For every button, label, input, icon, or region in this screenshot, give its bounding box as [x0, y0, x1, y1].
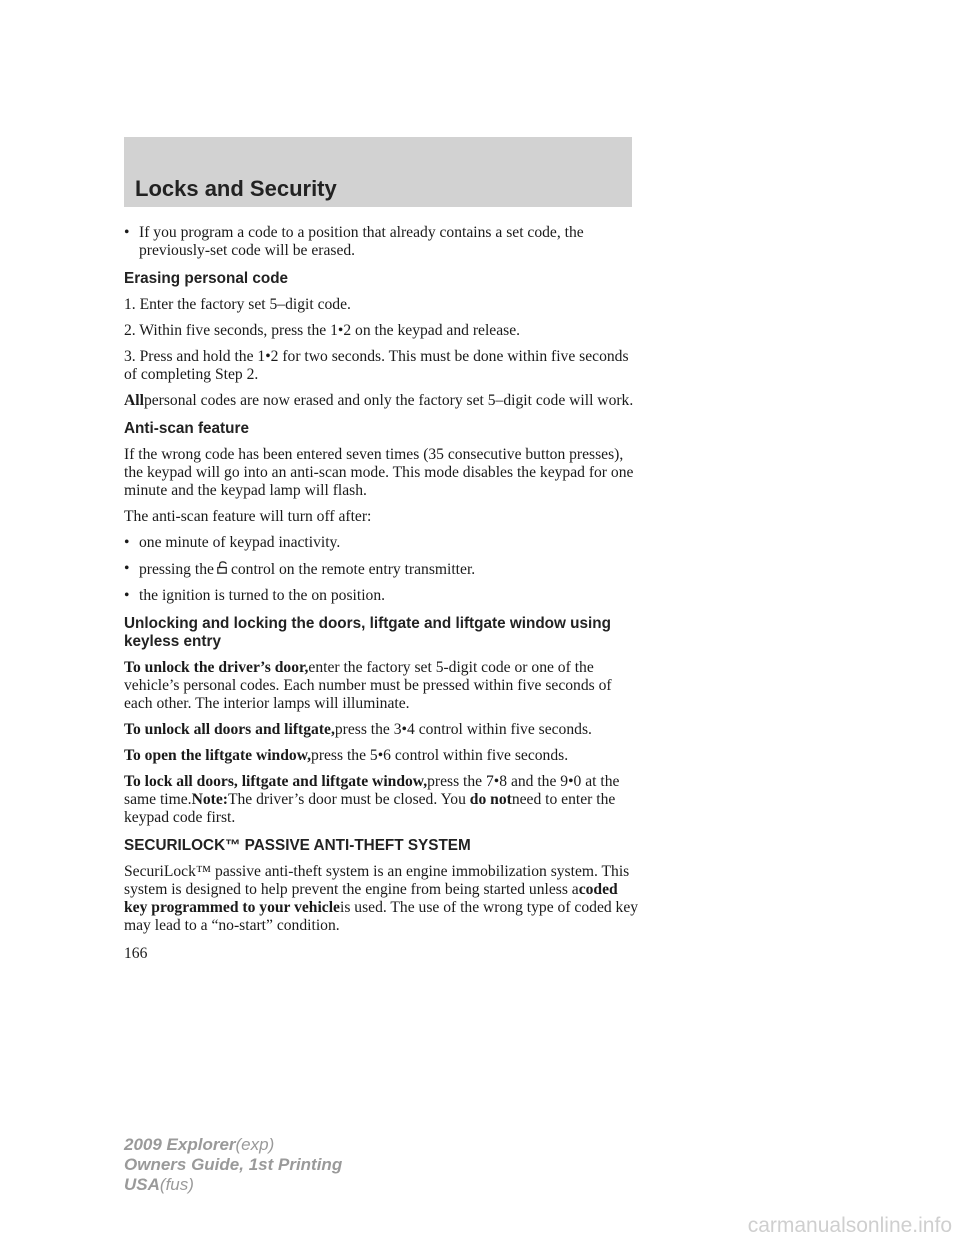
p4-bold: To lock all doors, liftgate and liftgate window, — [124, 773, 428, 790]
unlock-icon — [215, 560, 230, 575]
p4-note-rest: The driver’s door must be closed. You — [227, 791, 466, 808]
footer-line-1 — [124, 1135, 342, 1155]
keyless-p4 — [124, 773, 644, 827]
list-item — [124, 560, 644, 579]
list-item — [124, 587, 644, 605]
footer-model: 2009 Explorer — [124, 1135, 236, 1154]
b2-post: control on the remote entry transmitter. — [230, 561, 476, 578]
antiscan-paragraph: If the wrong code has been entered seven times (35 consecutive button presses), the keypad will go into an anti-scan mode. This mode disables the keypad for one minute and the keypad lamp will flash. — [124, 446, 634, 499]
erasing-step-3: 3. Press and hold the 1•2 for two seconds. This must be done within five seconds of completing Step 2. — [124, 348, 629, 383]
b2-pre: pressing the — [139, 561, 214, 578]
list-item — [124, 534, 644, 552]
securilock-post: is used. The use of the wrong type of coded key may lead to a “no-start” condition. — [124, 899, 639, 934]
bullet-text: If you program a code to a position that already contains a set code, the previously-set code will be erased. — [139, 224, 584, 259]
footer-line-3 — [124, 1175, 342, 1195]
p4-donot: do not — [469, 791, 512, 808]
p1-bold: To unlock the driver’s door, — [124, 659, 309, 676]
p2-rest: press the 3•4 control within five seconds. — [334, 721, 592, 738]
p1-rest: enter the factory set 5-digit code or one of the vehicle’s personal codes. Each number must be pressed within five seconds of each other. The interior lamps will illuminate. — [124, 659, 612, 712]
footer-line-2: Owners Guide, 1st Printing — [124, 1155, 343, 1174]
securilock-pre: SecuriLock™ passive anti-theft system is an engine immobilization system. This system is designed to help prevent the engine from being started unless a — [124, 863, 630, 898]
section-title: Locks and Security — [135, 176, 337, 201]
print-footer — [124, 1135, 342, 1195]
keyless-p1 — [124, 659, 644, 713]
keyless-p2 — [124, 721, 644, 739]
page-number: 166 — [124, 945, 148, 962]
erasing-result — [124, 392, 644, 410]
bullet-text — [139, 560, 644, 579]
bullet-text: the ignition is turned to the on position. — [139, 587, 386, 604]
p4-rest: press the 7•8 and the 9•0 at the same time. — [124, 773, 620, 808]
securilock-paragraph — [124, 863, 644, 935]
securilock-heading: SECURILOCK™ PASSIVE ANTI-THEFT SYSTEM — [124, 837, 471, 854]
erasing-heading: Erasing personal code — [124, 270, 289, 287]
erasing-step-2: 2. Within five seconds, press the 1•2 on the keypad and release. — [124, 322, 521, 339]
securilock-bold: coded key programmed to your vehicle — [124, 881, 618, 916]
footer-market-code: (fus) — [159, 1175, 194, 1194]
footer-model-code: (exp) — [235, 1135, 275, 1154]
erasing-step-1: 1. Enter the factory set 5–digit code. — [124, 296, 351, 313]
p4-end: need to enter the keypad code first. — [124, 791, 616, 826]
bullet: • — [124, 587, 130, 604]
keyless-p3 — [124, 747, 644, 765]
p3-bold: To open the liftgate window, — [124, 747, 312, 764]
antiscan-heading: Anti-scan feature — [124, 420, 249, 437]
all-rest: personal codes are now erased and only the factory set 5–digit code will work. — [143, 392, 634, 409]
bullet-text: one minute of keypad inactivity. — [139, 534, 341, 551]
antiscan-off-after: The anti-scan feature will turn off after: — [124, 508, 372, 525]
bullet: • — [124, 534, 130, 551]
keyless-heading: Unlocking and locking the doors, liftgate and liftgate window using keyless entry — [124, 615, 611, 650]
footer-market: USA — [124, 1175, 160, 1194]
page-content — [124, 224, 644, 943]
watermark: carmanualsonline.info — [747, 1214, 952, 1237]
p4-note: Note: — [191, 791, 228, 808]
bullet: • — [124, 560, 130, 577]
p2-bold: To unlock all doors and liftgate, — [124, 721, 335, 738]
p3-rest: press the 5•6 control within five seconds. — [311, 747, 569, 764]
list-item — [124, 224, 644, 260]
bullet: • — [124, 224, 130, 241]
all-bold: All — [124, 392, 144, 409]
